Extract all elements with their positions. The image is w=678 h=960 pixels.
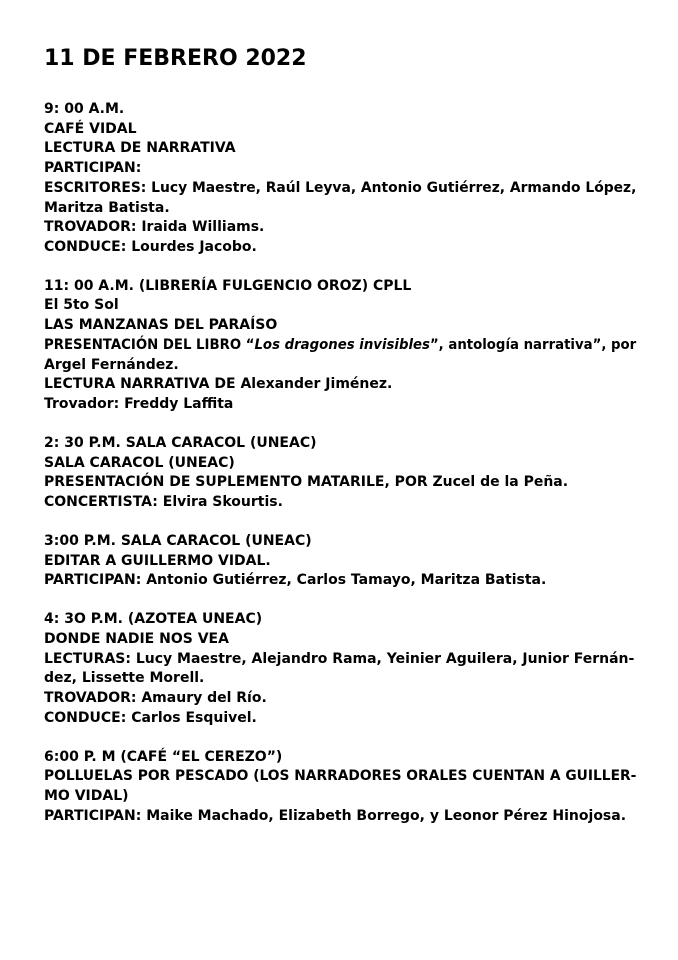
event-1-host: CONDUCE: Lourdes Jacobo. <box>44 239 257 255</box>
event-6-activity: POLLUELAS POR PESCADO (LOS NARRADORES ORALES CUENTAN A GUILLER- <box>44 768 637 784</box>
event-5-troubadour: TROVADOR: Amaury del Río. <box>44 690 267 706</box>
event-3-venue: SALA CARACOL (UNEAC) <box>44 455 235 471</box>
event-4-activity: EDITAR A GUILLERMO VIDAL. <box>44 553 271 569</box>
event-4-time: 3:00 P.M. SALA CARACOL (UNEAC) <box>44 533 312 549</box>
book-line-suffix: ”, antología narrativa”, por <box>429 337 637 353</box>
event-6-participants: PARTICIPAN: Maike Machado, Elizabeth Borrego, y Leonor Pérez Hinojosa. <box>44 808 627 824</box>
event-2-time: 11: 00 A.M. (LIBRERÍA FULGENCIO OROZ) CPLL <box>44 278 412 294</box>
event-2-activity: LAS MANZANAS DEL PARAÍSO <box>44 317 278 333</box>
event-1-venue: CAFÉ VIDAL <box>44 121 137 137</box>
event-2-organizer: El 5to Sol <box>44 297 119 313</box>
event-1-time: 9: 00 A.M. <box>44 101 125 117</box>
event-1-participants-heading: PARTICIPAN: <box>44 160 142 176</box>
event-2-book-presentation <box>44 336 636 355</box>
event-2-reading: LECTURA NARRATIVA DE Alexander Jiménez. <box>44 376 393 392</box>
book-title: Los dragones invisibles <box>254 337 430 353</box>
page-title: 11 DE FEBRERO 2022 <box>44 46 307 71</box>
event-5-readings-continued: dez, Lissette Morell. <box>44 670 205 686</box>
event-6-activity-continued: MO VIDAL) <box>44 788 129 804</box>
event-5-activity: DONDE NADIE NOS VEA <box>44 631 229 647</box>
event-3-presentation: PRESENTACIÓN DE SUPLEMENTO MATARILE, POR Zucel de la Peña. <box>44 474 569 490</box>
event-5-host: CONDUCE: Carlos Esquivel. <box>44 710 257 726</box>
event-2-presenter: Argel Fernández. <box>44 357 179 373</box>
event-1-troubadour: TROVADOR: Iraida Williams. <box>44 219 265 235</box>
event-1-writers-continued: Maritza Batista. <box>44 200 170 216</box>
event-3-time: 2: 30 P.M. SALA CARACOL (UNEAC) <box>44 435 317 451</box>
book-line-prefix: PRESENTACIÓN DEL LIBRO “ <box>44 337 255 353</box>
event-2-troubadour: Trovador: Freddy Laffita <box>44 396 234 412</box>
event-1-activity: LECTURA DE NARRATIVA <box>44 140 236 156</box>
event-5-readings: LECTURAS: Lucy Maestre, Alejandro Rama, Yeinier Aguilera, Junior Fernán- <box>44 651 635 667</box>
event-1-writers: ESCRITORES: Lucy Maestre, Raúl Leyva, Antonio Gutiérrez, Armando López, <box>44 180 637 196</box>
event-3-concertist: CONCERTISTA: Elvira Skourtis. <box>44 494 283 510</box>
event-6-time: 6:00 P. M (CAFÉ “EL CEREZO”) <box>44 749 283 765</box>
event-4-participants: PARTICIPAN: Antonio Gutiérrez, Carlos Tamayo, Maritza Batista. <box>44 572 547 588</box>
event-5-time: 4: 3O P.M. (AZOTEA UNEAC) <box>44 611 263 627</box>
